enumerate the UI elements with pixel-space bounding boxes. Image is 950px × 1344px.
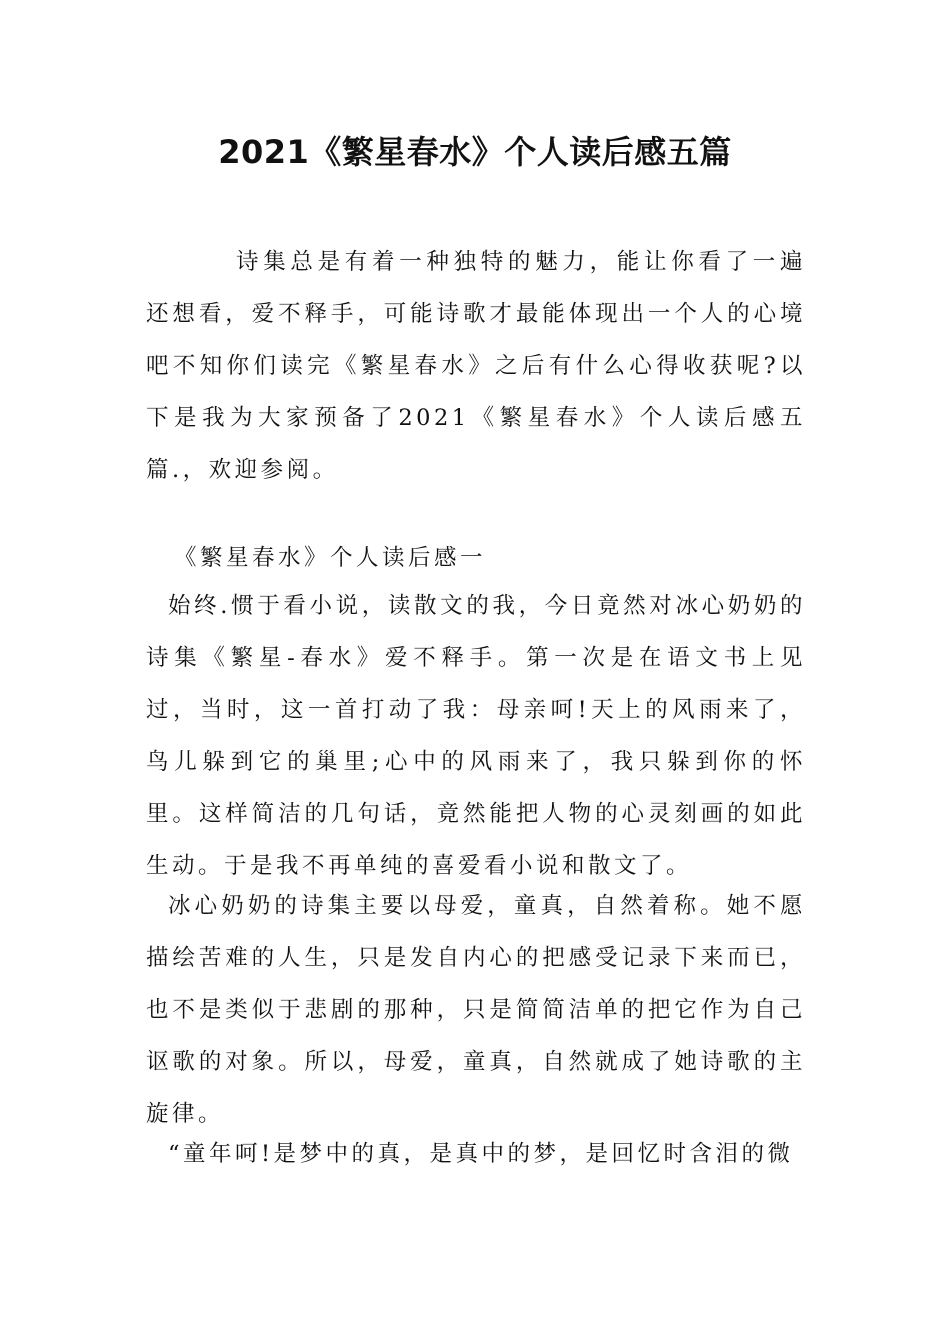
body-paragraph-3: “童年呵!是梦中的真，是真中的梦，是回忆时含泪的微 <box>168 1141 794 1167</box>
body-paragraph-2: 冰心奶奶的诗集主要以母爱，童真，自然着称。她不愿描绘苦难的人生，只是发自内心的把感受记录下来而已，也不是类似于悲剧的那种，只是简简洁单的把它作为自己讴歌的对象。所以，母爱，童真，自然就成了她诗歌的主旋律。 <box>146 893 806 1127</box>
document-title: 2021《繁星春水》个人读后感五篇 <box>218 133 732 171</box>
intro-paragraph: 诗集总是有着一种独特的魅力，能让你看了一遍还想看，爱不释手，可能诗歌才最能体现出一个人的心境吧不知你们读完《繁星春水》之后有什么心得收获呢?以下是我为大家预备了2021《繁星春水》个人读后感五篇.，欢迎参阅。 <box>146 249 806 483</box>
section-heading: 《繁星春水》个人读后感一 <box>174 545 487 571</box>
body-paragraph-1: 始终.惯于看小说，读散文的我，今日竟然对冰心奶奶的诗集《繁星-春水》爱不释手。第一次是在语文书上见过，当时，这一首打动了我：母亲呵!天上的风雨来了，鸟儿躲到它的巢里;心中的风雨来了，我只躲到你的怀里。这样简洁的几句话，竟然能把人物的心灵刻画的如此生动。于是我不再单纯的喜爱看小说和散文了。 <box>146 593 806 879</box>
